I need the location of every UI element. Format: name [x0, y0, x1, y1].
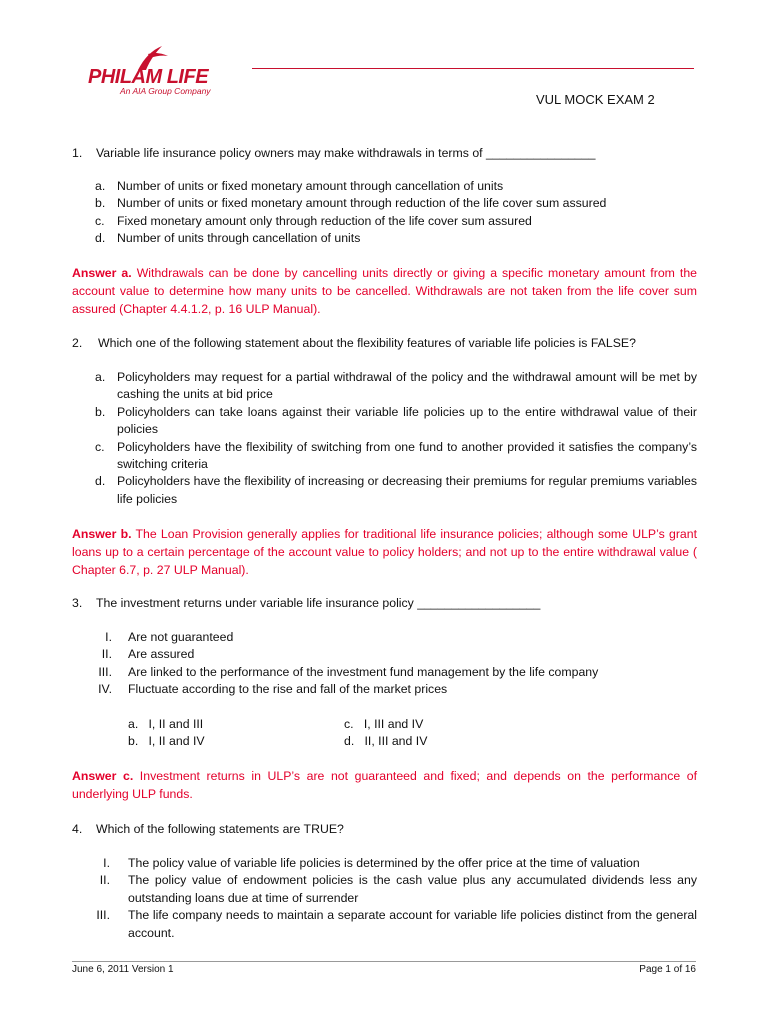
question-number: 1. [72, 146, 83, 160]
company-logo [88, 48, 248, 98]
answer-3 [72, 767, 697, 803]
footer-date-version: June 6, 2011 Version 1 [72, 964, 174, 975]
question-text: The investment returns under variable life insurance policy __________________ [96, 596, 541, 610]
question-3-choices [128, 716, 568, 751]
header-divider [252, 68, 694, 69]
question-number: 4. [72, 822, 83, 836]
option-b: b. Number of units or fixed monetary amount through reduction of the life cover sum assured [95, 196, 607, 211]
statement-ii: II. Are assured [101, 647, 195, 662]
question-text: Which of the following statements are TRUE? [96, 822, 344, 836]
question-4-statements [88, 855, 697, 942]
question-2-options [95, 369, 697, 508]
answer-label: Answer a. [72, 266, 132, 280]
answer-text: Withdrawals can be done by cancelling units directly or giving a specific monetary amount from the account value to determine how many units to be cancelled. Withdrawals are not taken from the life cover sum assured (Chapter 4.4.1.2, p. 16 ULP Manual). [72, 266, 697, 316]
answer-1 [72, 264, 697, 318]
option-a: a. Policyholders may request for a partial withdrawal of the policy and the withdrawal amount will be met by cashing the units at bid price [95, 370, 697, 402]
answer-text: Investment returns in ULP’s are not guaranteed and fixed; and depends on the performance of underlying ULP funds. [72, 769, 698, 801]
statement-iv: IV. Fluctuate according to the rise and fall of the market prices [98, 682, 448, 697]
logo-name: PHILAM LIFE [88, 66, 209, 88]
choice-d: d. II, III and IV [344, 734, 428, 749]
question-text: Variable life insurance policy owners may make withdrawals in terms of ________________ [96, 146, 596, 160]
option-b: b. Policyholders can take loans against their variable life policies up to the entire withdrawal value of their policies [95, 404, 697, 437]
option-d: d. Policyholders have the flexibility of increasing or decreasing their premiums for regular premiums variables life policies [95, 474, 697, 506]
option-c: c. Policyholders have the flexibility of switching from one fund to another provided it satisfies the company’s switching criteria [95, 439, 697, 472]
choice-b: b. I, II and IV [128, 734, 205, 749]
statement-iii: III. The life company needs to maintain a separate account for variable life policies distinct from the general account. [96, 908, 697, 940]
statement-i: I. Are not guaranteed [105, 630, 234, 644]
question-1-options [95, 178, 697, 248]
question-number: 2. [72, 336, 83, 350]
answer-label: Answer c. [72, 769, 134, 783]
option-d: d. Number of units through cancellation of units [95, 231, 361, 246]
question-text: Which one of the following statement about the flexibility features of variable life policies is FALSE? [98, 336, 636, 350]
choice-c: c. I, III and IV [344, 717, 424, 731]
page-number: Page 1 of 16 [639, 964, 696, 975]
page-title: VUL MOCK EXAM 2 [536, 92, 655, 107]
option-c: c. Fixed monetary amount only through reduction of the life cover sum assured [95, 213, 532, 228]
statement-i: I. The policy value of variable life policies is determined by the offer price at the time of valuation [103, 856, 640, 870]
statement-ii: II. The policy value of endowment policies is the cash value plus any accumulated dividends less any outstanding loans due at time of surrender [99, 873, 697, 905]
statement-iii: III. Are linked to the performance of the investment fund management by the life company [98, 664, 599, 679]
question-3-statements [90, 629, 670, 699]
footer-divider [72, 961, 696, 962]
answer-2 [72, 525, 697, 579]
question-number: 3. [72, 596, 83, 610]
answer-text: The Loan Provision generally applies for traditional life insurance policies; although some ULP’s grant loans up to a certain percentage of the account value to policy holders; and not up to the entire withdrawal value ( Chapter 6.7, p. 27 ULP Manual). [72, 527, 698, 577]
logo-subtitle: An AIA Group Company [120, 86, 211, 96]
option-a: a. Number of units or fixed monetary amount through cancellation of units [95, 179, 504, 193]
choice-a: a. I, II and III [128, 717, 204, 731]
answer-label: Answer b. [72, 527, 132, 541]
